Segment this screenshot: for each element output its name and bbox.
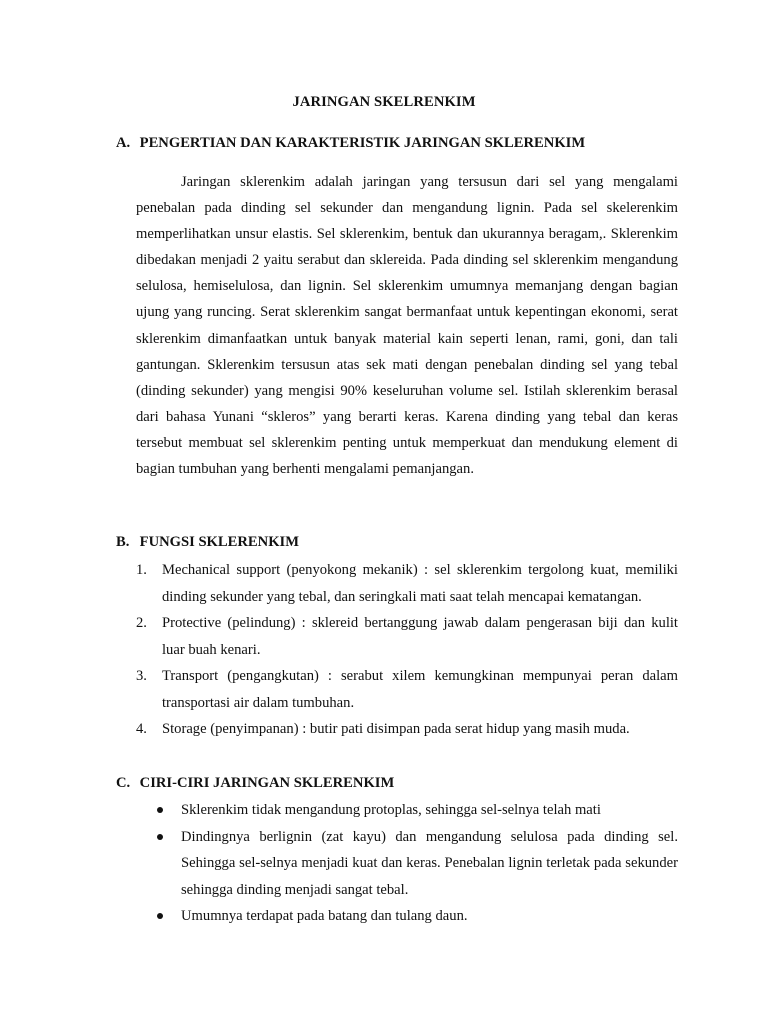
characteristic-item-text: Sklerenkim tidak mengandung protoplas, sehingga sel-selnya telah mati <box>181 802 601 818</box>
section-a-letter: A. <box>116 135 131 151</box>
characteristic-item <box>155 797 678 824</box>
characteristic-item <box>155 824 678 904</box>
section-a-paragraph <box>136 169 678 482</box>
function-list <box>136 557 678 743</box>
section-a-title: PENGERTIAN DAN KARAKTERISTIK JARINGAN SKLERENKIM <box>139 135 586 151</box>
section-c-title: CIRI-CIRI JARINGAN SKLERENKIM <box>139 775 395 791</box>
section-c-letter: C. <box>116 775 131 791</box>
function-item <box>136 716 678 743</box>
characteristic-item-text: Dindingnya berlignin (zat kayu) dan mengandung selulosa pada dinding sel. Sehingga sel-selnya menjadi kuat dan keras. Penebalan lignin terletak pada sekunder sehingga dinding menjadi sangat tebal. <box>181 828 678 898</box>
function-item <box>136 663 678 716</box>
document-title: JARINGAN SKELRENKIM <box>292 94 476 110</box>
bullet-icon <box>157 913 163 919</box>
section-c-heading <box>116 773 394 793</box>
function-item-text: Protective (pelindung) : sklereid bertanggung jawab dalam pengerasan biji dan kulit luar buah kenari. <box>162 615 678 658</box>
characteristic-item <box>155 903 678 930</box>
characteristic-item-text: Umumnya terdapat pada batang dan tulang daun. <box>181 908 468 924</box>
section-a-paragraph-text: Jaringan sklerenkim adalah jaringan yang tersusun dari sel yang mengalami penebalan pada dinding sel sekunder dan mengandung lignin. Pada sel skelerenkim memperlihatkan unsur elastis. Sel sklerenkim, bentuk dan ukurannya beragam,. Sklerenkim dibedakan menjadi 2 yaitu serabut dan sklereida. Pada dinding sel sklerenkim mengandung selulosa, hemiselulosa, dan lignin. Sel sklerenkim umumnya memanjang dengan bagian ujung yang runcing. Serat sklerenkim sangat bermanfaat untuk kepentingan ekonomi, serat sklerenkim dimanfaatkan untuk banyak material kain seperti lenan, rami, goni, dan tali gantungan. Sklerenkim tersusun atas sek mati dengan penebalan dinding sel yang tebal (dinding sekunder) yang mengisi 90% keseluruhan volume sel. Istilah sklerenkim berasal dari bahasa Yunani “skleros” yang berarti keras. Karena dinding yang tebal dan keras tersebut membuat sel sklerenkim penting untuk memperkuat dan mendukung element di bagian tumbuhan yang berhenti mengalami pemanjangan. <box>136 174 678 478</box>
section-a-heading <box>116 133 585 153</box>
function-item-text: Transport (pengangkutan) : serabut xilem kemungkinan mempunyai peran dalam transportasi air dalam tumbuhan. <box>162 668 678 711</box>
function-item-text: Mechanical support (penyokong mekanik) : sel sklerenkim tergolong kuat, memiliki dinding sekunder yang tebal, dan seringkali mati saat telah mencapai kematangan. <box>162 562 678 605</box>
function-item-number: 3. <box>136 668 147 684</box>
bullet-icon <box>157 807 163 813</box>
section-b-letter: B. <box>116 534 130 550</box>
function-item <box>136 610 678 663</box>
characteristics-list <box>155 797 678 930</box>
function-item-text: Storage (penyimpanan) : butir pati disimpan pada serat hidup yang masih muda. <box>162 721 630 737</box>
function-item-number: 4. <box>136 721 147 737</box>
section-b-heading <box>116 532 299 552</box>
function-item <box>136 557 678 610</box>
function-item-number: 2. <box>136 615 147 631</box>
section-b-title: FUNGSI SKLERENKIM <box>139 534 299 550</box>
bullet-icon <box>157 834 163 840</box>
function-item-number: 1. <box>136 562 147 578</box>
